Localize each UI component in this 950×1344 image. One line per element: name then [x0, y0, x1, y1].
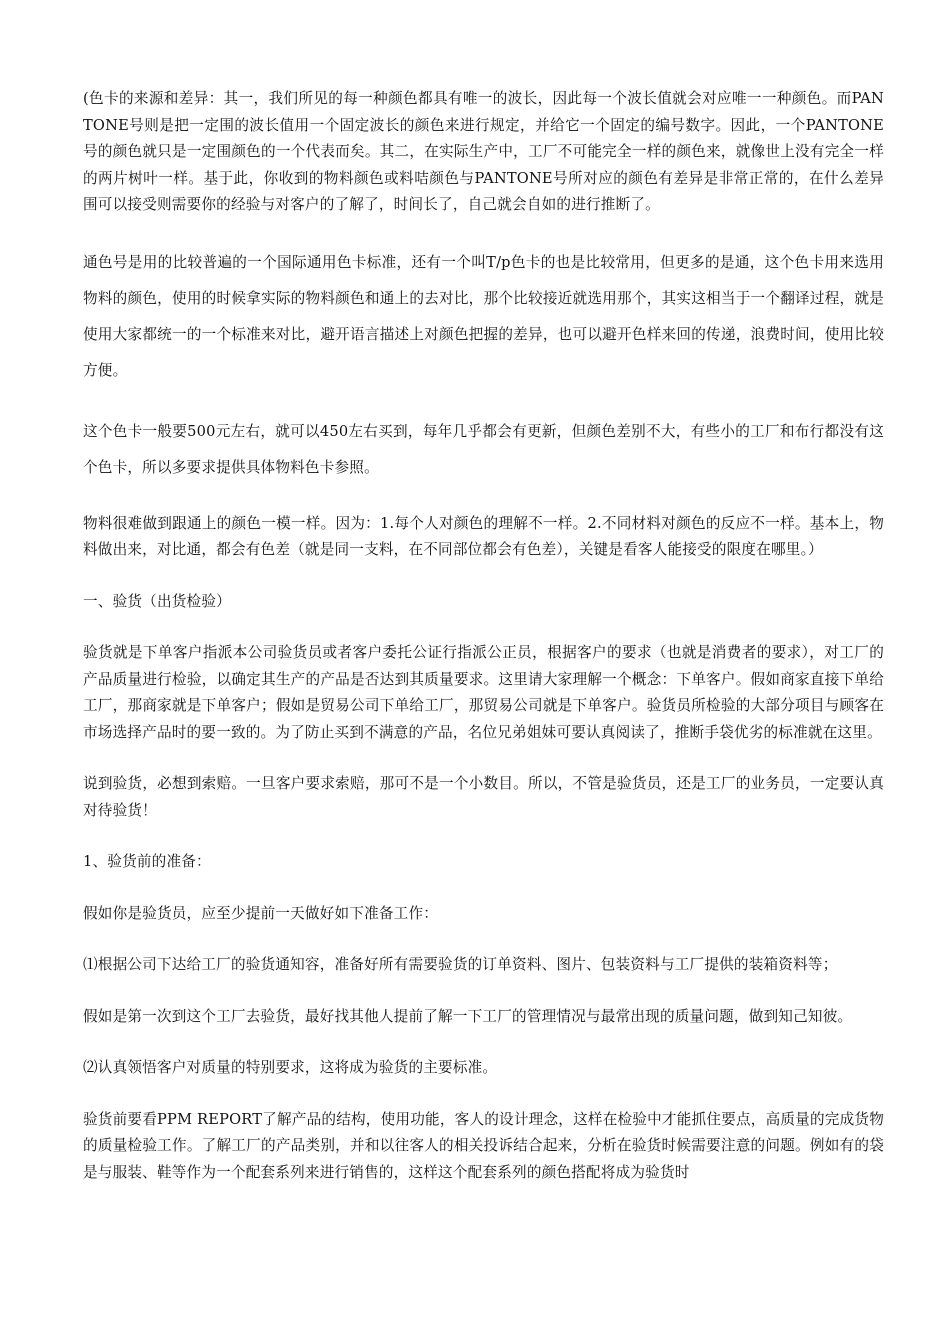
paragraph-color-card-price: 这个色卡一般要500元左右，就可以450左右买到，每年几乎都会有更新，但颜色差别不大，有些小的工厂和布行都没有这个色卡，所以多要求提供具体物料色卡参照。: [83, 422, 884, 476]
paragraph-inspection-definition: 验货就是下单客户指派本公司验货员或者客户委托公证行指派公正员，根据客户的要求（也就是消费者的要求），对工厂的产品质量进行检验，以确定其生产的产品是否达到其质量要求。这里请大家理解一个概念：下单客户。假如商家直接下单给工厂，那商家就是下单客户；假如是贸易公司下单给工厂，那贸易公司就是下单客户。验货员所检验的大部分项目与顾客在市场选择产品时的要一致的。为了防止买到不满意的产品，名位兄弟姐妹可要认真阅读了，推断手袋优劣的标准就在这里。: [83, 644, 884, 741]
paragraph-pantone-usage: 通色号是用的比较普遍的一个国际通用色卡标准，还有一个叫T/p色卡的也是比较常用，但更多的是通，这个色卡用来选用物料的颜色，使用的时候拿实际的物料颜色和通上的去对比，那个比较接近就选用那个，其实这相当于一个翻译过程，就是使用大家都统一的一个标准来对比，避开语言描述上对颜色把握的差异，也可以避开色样来回的传递，浪费时间，使用比较方便。: [83, 253, 884, 379]
list-item-2: ⑵认真领悟客户对质量的特别要求，这将成为验货的主要标准。: [83, 1059, 498, 1076]
subheading-preparation: 1、验货前的准备：: [83, 853, 211, 870]
paragraph-color-difference: 物料很难做到跟通上的颜色一模一样。因为：1.每个人对颜色的理解不一样。2.不同材料对颜色的反应不一样。基本上，物料做出来，对比通，都会有色差（就是同一支料，在不同部位都会有色差），关键是看客人能接受的限度在哪里。）: [83, 514, 884, 558]
section-heading-inspection: 一、验货（出货检验）: [83, 592, 231, 610]
paragraph-claims: 说到验货，必想到索赔。一旦客户要求索赔，那可不是一个小数目。所以，不管是验货员，还是工厂的业务员，一定要认真对待验货！: [83, 775, 884, 819]
document-body: [83, 86, 884, 1186]
paragraph-color-card-origin: (色卡的来源和差异：其一，我们所见的每一种颜色都具有唯一的波长，因此每一个波长值就会对应唯一一种颜色。而PANTONE号则是把一定围的波长值用一个固定波长的颜色来进行规定，并给它一个固定的编号数字。因此，一个PANTONE号的颜色就只是一定围颜色的一个代表而矣。其二，在实际生产中，工厂不可能完全一样的颜色来，就像世上没有完全一样的两片树叶一样。基于此，你收到的物料颜色或料咭颜色与PANTONE号所对应的颜色有差异是非常正常的，在什么差异围可以接受则需要你的经验与对客户的了解了，时间长了，自己就会自如的进行推断了。: [83, 90, 884, 213]
paragraph-ppm-report: 验货前要看PPM REPORT了解产品的结构，使用功能，客人的设计理念，这样在检验中才能抓住要点，高质量的完成货物的质量检验工作。了解工厂的产品类别，并和以往客人的相关投诉结合起来，分析在验货时候需要注意的问题。例如有的袋是与服装、鞋等作为一个配套系列来进行销售的，这样这个配套系列的颜色搭配将成为验货时: [83, 1110, 884, 1181]
paragraph-first-visit: 假如是第一次到这个工厂去验货，最好找其他人提前了解一下工厂的管理情况与最常出现的质量问题，做到知己知彼。: [83, 1007, 853, 1025]
list-item-1: ⑴根据公司下达给工厂的验货通知容，准备好所有需要验货的订单资料、图片、包装资料与工厂提供的装箱资料等；: [83, 956, 838, 973]
paragraph-preparation-intro: 假如你是验货员，应至少提前一天做好如下准备工作：: [83, 904, 439, 922]
